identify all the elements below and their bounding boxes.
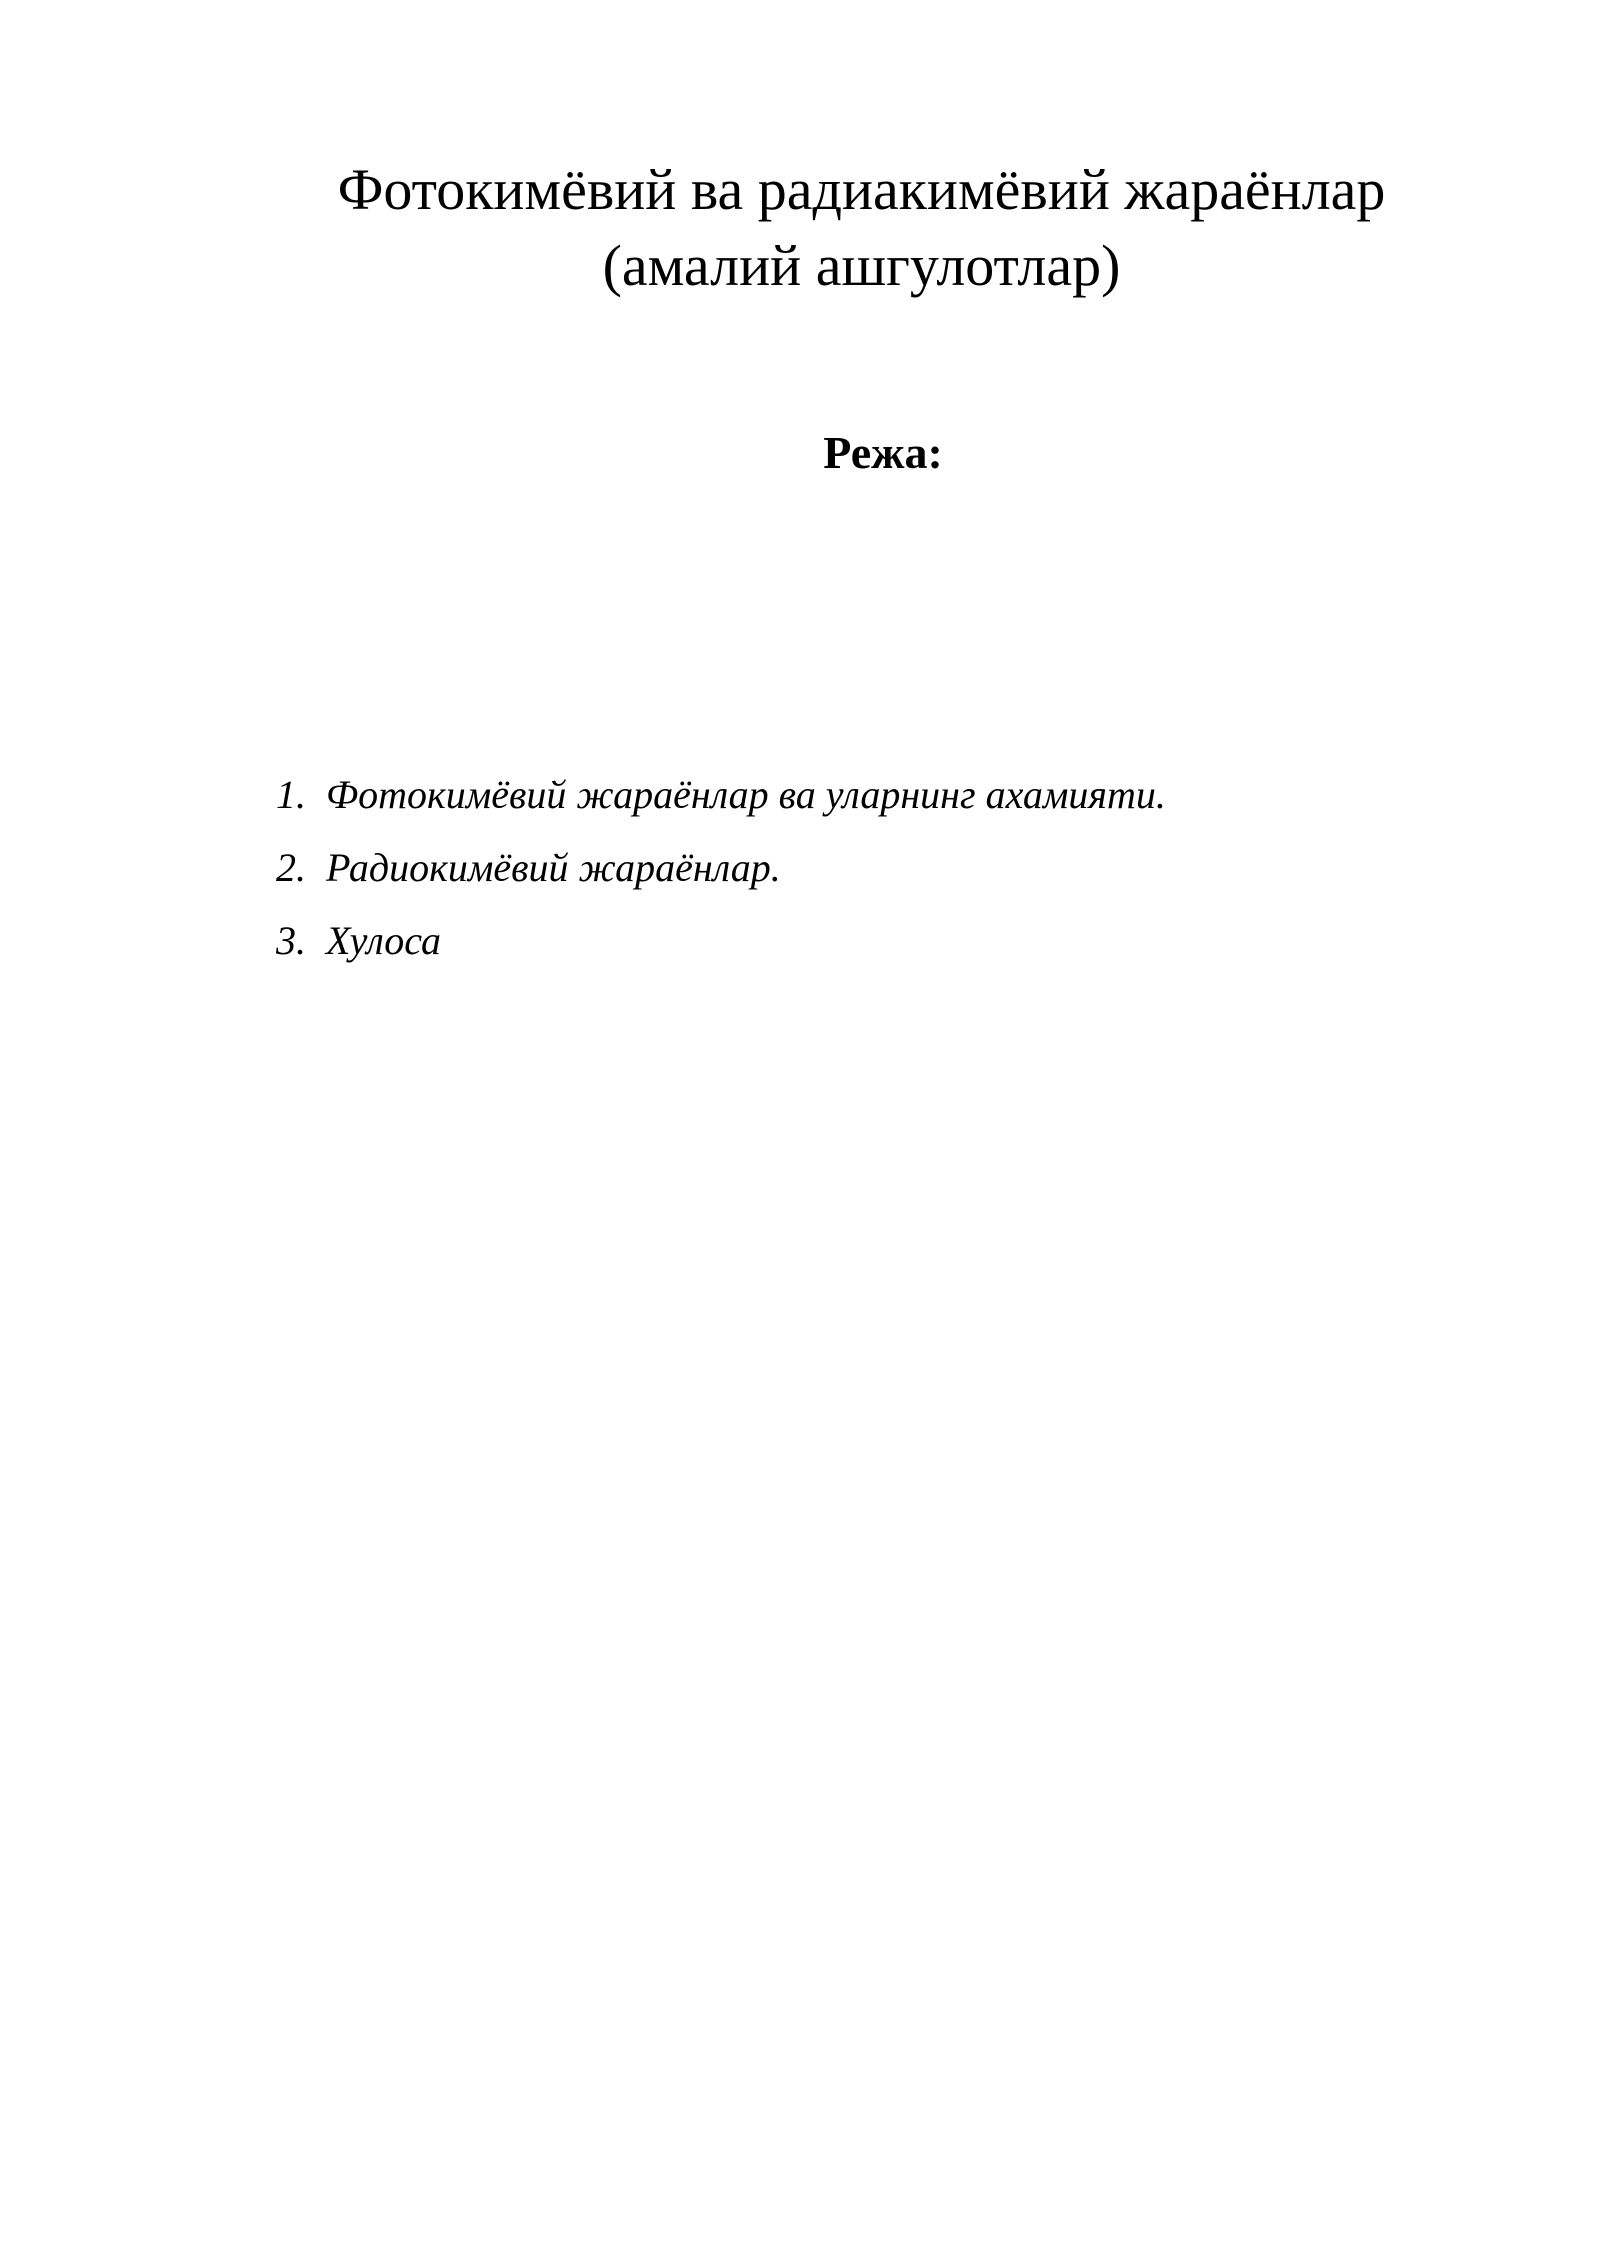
- title-line-2: (амалий ашгулотлар): [602, 233, 1121, 298]
- plan-item-number: 2.: [276, 845, 306, 890]
- plan-item-2: [276, 831, 1166, 904]
- plan-list: [276, 758, 1166, 977]
- document-title: [0, 152, 1600, 304]
- plan-item-text: Хулоса: [326, 918, 441, 963]
- plan-item-3: [276, 904, 1166, 977]
- title-line-1: Фотокимёвий ва радиакимёвий жараёнлар: [337, 157, 1386, 222]
- plan-item-number: 3.: [276, 918, 306, 963]
- plan-item-text: Радиокимёвий жараёнлар.: [326, 845, 781, 890]
- plan-heading: Режа:: [823, 427, 943, 478]
- plan-item-1: [276, 758, 1166, 831]
- plan-item-text: Фотокимёвий жараёнлар ва уларнинг ахамияти.: [326, 772, 1166, 817]
- plan-item-number: 1.: [276, 772, 306, 817]
